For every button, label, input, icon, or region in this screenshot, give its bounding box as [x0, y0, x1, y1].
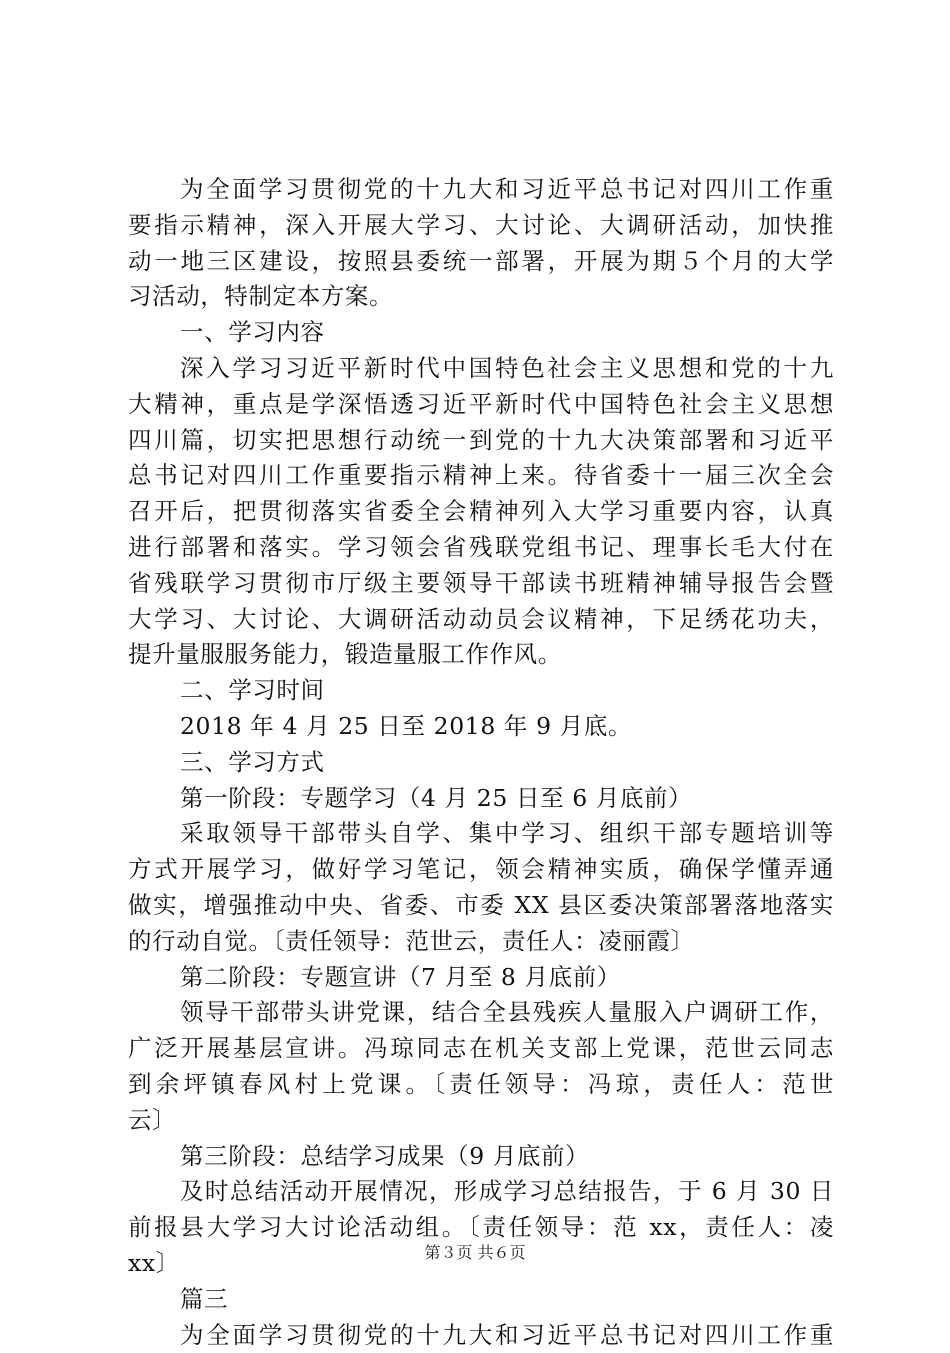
section-heading: 三、学习方式: [128, 745, 834, 781]
paragraph-line: 大学习、大讨论、大调研活动动员会议精神，下足绣花功夫，: [128, 602, 834, 638]
paragraph-line: 及时总结活动开展情况，形成学习总结报告，于 6 月 30 日: [128, 1174, 834, 1210]
paragraph-line: xx〕: [128, 1246, 834, 1282]
paragraph-line: 深入学习习近平新时代中国特色社会主义思想和党的十九: [128, 351, 834, 387]
section-heading: 篇三: [128, 1282, 834, 1318]
stage-heading: 第一阶段：专题学习（4 月 25 日至 6 月底前）: [128, 781, 834, 817]
paragraph-line: 云〕: [128, 1103, 834, 1139]
paragraph-line: 前报县大学习大讨论活动组。〔责任领导：范 xx，责任人：凌: [128, 1210, 834, 1246]
paragraph-line: 总书记对四川工作重要指示精神上来。待省委十一届三次全会: [128, 458, 834, 494]
stage-heading: 第二阶段：专题宣讲（7 月至 8 月底前）: [128, 960, 834, 996]
paragraph-line: 习活动，特制定本方案。: [128, 279, 834, 315]
document-body: [128, 172, 834, 1353]
paragraph-line: 进行部署和落实。学习领会省残联党组书记、理事长毛大付在: [128, 530, 834, 566]
section-heading: 二、学习时间: [128, 673, 834, 709]
page-footer: [0, 1243, 950, 1263]
paragraph-line: 2018 年 4 月 25 日至 2018 年 9 月底。: [128, 709, 834, 745]
paragraph-line: 省残联学习贯彻市厅级主要领导干部读书班精神辅导报告会暨: [128, 566, 834, 602]
section-heading: 一、学习内容: [128, 315, 834, 351]
page-number: 第３页 共６页: [424, 1243, 525, 1262]
paragraph-line: 要指示精神，深入开展大学习、大讨论、大调研活动，加快推: [128, 208, 834, 244]
paragraph-line: 做实，增强推动中央、省委、市委 XX 县区委决策部署落地落实: [128, 888, 834, 924]
paragraph-line: 为全面学习贯彻党的十九大和习近平总书记对四川工作重: [128, 1318, 834, 1353]
paragraph-line: 四川篇，切实把思想行动统一到党的十九大决策部署和习近平: [128, 423, 834, 459]
paragraph-line: 为全面学习贯彻党的十九大和习近平总书记对四川工作重: [128, 172, 834, 208]
paragraph-line: 领导干部带头讲党课，结合全县残疾人量服入户调研工作，: [128, 995, 834, 1031]
paragraph-line: 到余坪镇春风村上党课。〔责任领导：冯琼，责任人：范世: [128, 1067, 834, 1103]
paragraph-line: 动一地三区建设，按照县委统一部署，开展为期５个月的大学: [128, 244, 834, 280]
paragraph-line: 采取领导干部带头自学、集中学习、组织干部专题培训等: [128, 816, 834, 852]
stage-heading: 第三阶段：总结学习成果（9 月底前）: [128, 1139, 834, 1175]
paragraph-line: 提升量服服务能力，锻造量服工作作风。: [128, 637, 834, 673]
paragraph-line: 召开后，把贯彻落实省委全会精神列入大学习重要内容，认真: [128, 494, 834, 530]
paragraph-line: 方式开展学习，做好学习笔记，领会精神实质，确保学懂弄通: [128, 852, 834, 888]
paragraph-line: 广泛开展基层宣讲。冯琼同志在机关支部上党课，范世云同志: [128, 1031, 834, 1067]
paragraph-line: 大精神，重点是学深悟透习近平新时代中国特色社会主义思想: [128, 387, 834, 423]
paragraph-line: 的行动自觉。〔责任领导：范世云，责任人：凌丽霞〕: [128, 924, 834, 960]
